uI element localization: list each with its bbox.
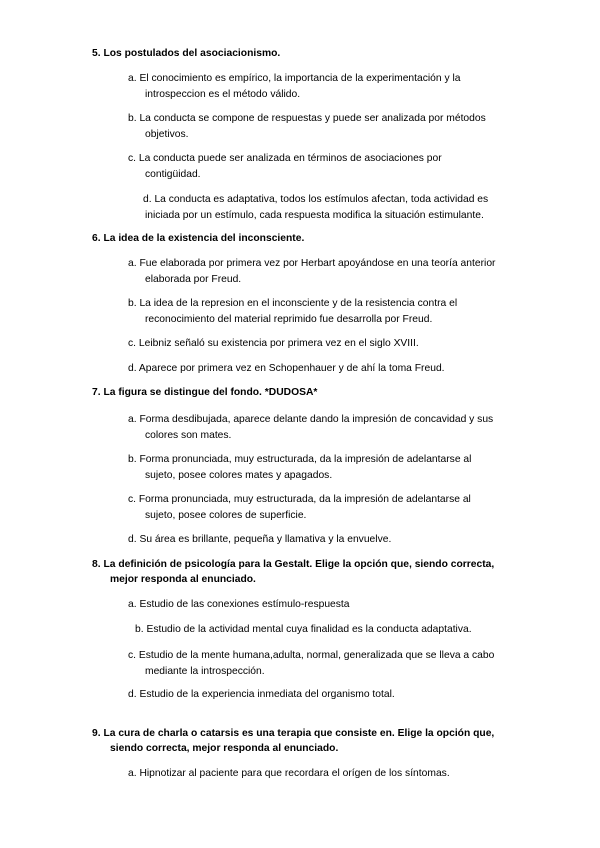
answer-option: objetivos. <box>145 129 189 140</box>
answer-option: c. Estudio de la mente humana,adulta, normal, generalizada que se lleva a cabo <box>128 650 495 661</box>
answer-option: a. El conocimiento es empírico, la importancia de la experimentación y la <box>128 73 461 84</box>
question-title: 5. Los postulados del asociacionismo. <box>92 48 281 59</box>
question-title: 6. La idea de la existencia del inconsciente. <box>92 233 305 244</box>
answer-option: contigüidad. <box>145 169 201 180</box>
answer-option: c. Leibniz señaló su existencia por primera vez en el siglo XVIII. <box>128 338 419 349</box>
answer-option: elaborada por Freud. <box>145 274 242 285</box>
question-title: mejor responda al enunciado. <box>110 574 256 585</box>
answer-option: reconocimiento del material reprimido fue desarrolla por Freud. <box>145 314 433 325</box>
answer-option: mediante la introspección. <box>145 666 265 677</box>
answer-option: a. Forma desdibujada, aparece delante dando la impresión de concavidad y sus <box>128 414 494 425</box>
answer-option: sujeto, posee colores mates y apagados. <box>145 470 333 481</box>
answer-option: sujeto, posee colores de superficie. <box>145 510 307 521</box>
question-title: siendo correcta, mejor responda al enunciado. <box>110 743 339 754</box>
answer-option: d. Estudio de la experiencia inmediata del organismo total. <box>128 689 395 700</box>
answer-option: a. Fue elaborada por primera vez por Herbart apoyándose en una teoría anterior <box>128 258 496 269</box>
question-title: 9. La cura de charla o catarsis es una terapia que consiste en. Elige la opción que, <box>92 728 495 739</box>
answer-option: introspeccion es el método válido. <box>145 89 301 100</box>
answer-option: b. Forma pronunciada, muy estructurada, da la impresión de adelantarse al <box>128 454 472 465</box>
answer-option: b. La conducta se compone de respuestas y puede ser analizada por métodos <box>128 113 486 124</box>
question-title: 8. La definición de psicología para la Gestalt. Elige la opción que, siendo correcta, <box>92 559 495 570</box>
answer-option: a. Hipnotizar al paciente para que recordara el orígen de los síntomas. <box>128 768 450 779</box>
question-title: 7. La figura se distingue del fondo. *DUDOSA* <box>92 387 318 398</box>
answer-option: iniciada por un estímulo, cada respuesta modifica la situación estimulante. <box>145 210 484 221</box>
answer-option: b. La idea de la represion en el inconsciente y de la resistencia contra el <box>128 298 458 309</box>
answer-option: b. Estudio de la actividad mental cuya finalidad es la conducta adaptativa. <box>135 624 472 635</box>
answer-option: c. La conducta puede ser analizada en términos de asociaciones por <box>128 153 442 164</box>
answer-option: c. Forma pronunciada, muy estructurada, da la impresión de adelantarse al <box>128 494 471 505</box>
answer-option: d. Aparece por primera vez en Schopenhauer y de ahí la toma Freud. <box>128 363 445 374</box>
answer-option: d. Su área es brillante, pequeña y llamativa y la envuelve. <box>128 534 392 545</box>
answer-option: d. La conducta es adaptativa, todos los estímulos afectan, toda actividad es <box>143 194 489 205</box>
answer-option: colores son mates. <box>145 430 232 441</box>
answer-option: a. Estudio de las conexiones estímulo-respuesta <box>128 599 350 610</box>
